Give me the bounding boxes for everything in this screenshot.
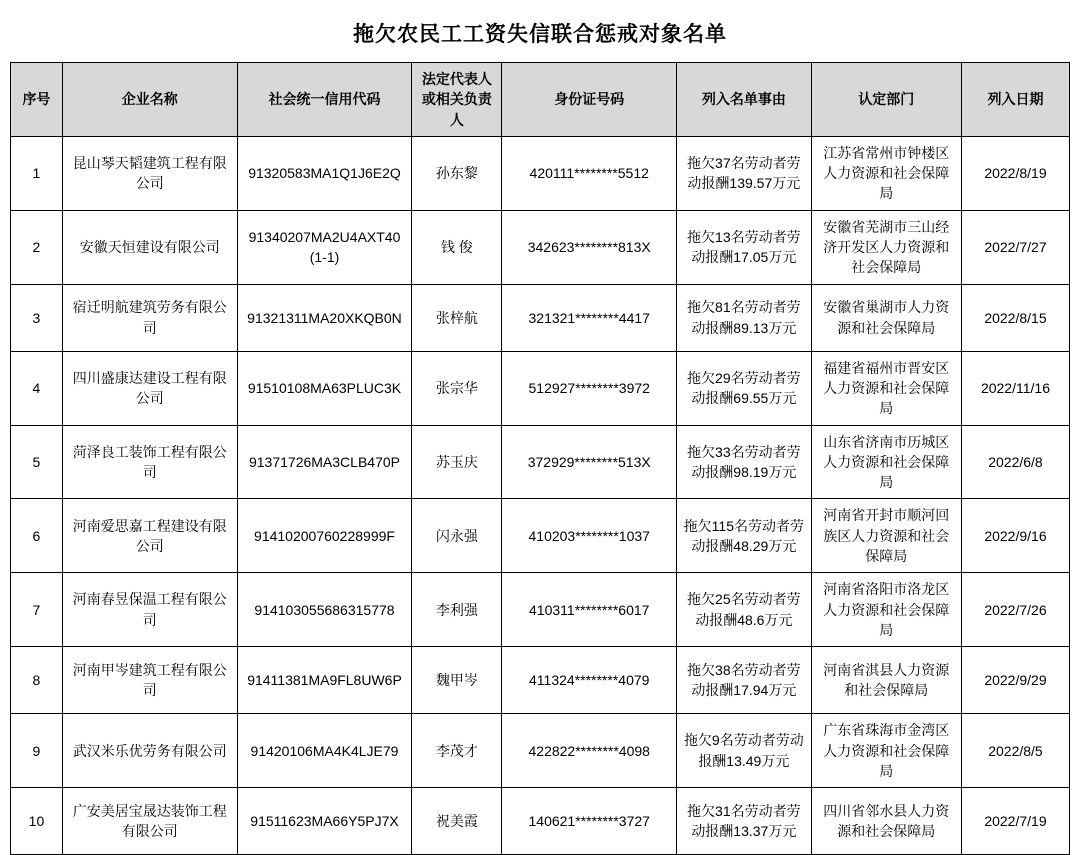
cell-serial: 9 [11,714,63,788]
cell-serial: 10 [11,788,63,855]
table-row [11,714,1070,788]
cell-company: 四川盛康达建设工程有限公司 [62,351,237,425]
cell-company: 武汉米乐优劳务有限公司 [62,714,237,788]
cell-legal-rep: 张宗华 [412,351,502,425]
cell-serial: 4 [11,351,63,425]
cell-id-number: 321321********4417 [502,284,677,351]
header-date: 列入日期 [961,63,1069,137]
cell-legal-rep: 孙东黎 [412,136,502,210]
cell-company: 昆山琴天韬建筑工程有限公司 [62,136,237,210]
cell-reason: 拖欠31名劳动者劳动报酬13.37万元 [677,788,811,855]
cell-legal-rep: 魏甲岑 [412,647,502,714]
table-row [11,284,1070,351]
cell-legal-rep: 苏玉庆 [412,425,502,499]
cell-credit-code: 91511623MA66Y5PJ7X [237,788,412,855]
cell-credit-code: 91371726MA3CLB470P [237,425,412,499]
cell-legal-rep: 李利强 [412,573,502,647]
cell-credit-code: 91411381MA9FL8UW6P [237,647,412,714]
cell-company: 菏泽良工装饰工程有限公司 [62,425,237,499]
cell-company: 河南甲岑建筑工程有限公司 [62,647,237,714]
cell-credit-code: 91320583MA1Q1J6E2Q [237,136,412,210]
cell-credit-code: 91420106MA4K4LJE79 [237,714,412,788]
cell-authority: 河南省开封市顺河回族区人力资源和社会保障局 [811,499,961,573]
page-title: 拖欠农民工工资失信联合惩戒对象名单 [353,23,727,46]
cell-serial: 6 [11,499,63,573]
cell-id-number: 411324********4079 [502,647,677,714]
cell-company: 宿迁明航建筑劳务有限公司 [62,284,237,351]
cell-id-number: 140621********3727 [502,788,677,855]
cell-credit-code: 914103055686315778 [237,573,412,647]
table-row [11,647,1070,714]
cell-legal-rep: 张梓航 [412,284,502,351]
cell-reason: 拖欠13名劳动者劳动报酬17.05万元 [677,210,811,284]
cell-company: 河南爱思嘉工程建设有限公司 [62,499,237,573]
cell-legal-rep: 钱 俊 [412,210,502,284]
table-row [11,351,1070,425]
cell-reason: 拖欠25名劳动者劳动报酬48.6万元 [677,573,811,647]
cell-authority: 江苏省常州市钟楼区人力资源和社会保障局 [811,136,961,210]
cell-serial: 8 [11,647,63,714]
cell-credit-code: 91510108MA63PLUC3K [237,351,412,425]
table-body [11,136,1070,854]
cell-id-number: 420111********5512 [502,136,677,210]
cell-authority: 安徽省巢湖市人力资源和社会保障局 [811,284,961,351]
cell-id-number: 512927********3972 [502,351,677,425]
header-serial: 序号 [11,63,63,137]
table-row [11,136,1070,210]
table-row [11,788,1070,855]
cell-company: 安徽天恒建设有限公司 [62,210,237,284]
cell-serial: 7 [11,573,63,647]
cell-legal-rep: 闪永强 [412,499,502,573]
cell-authority: 广东省珠海市金湾区人力资源和社会保障局 [811,714,961,788]
cell-authority: 山东省济南市历城区人力资源和社会保障局 [811,425,961,499]
cell-date: 2022/8/5 [961,714,1069,788]
cell-serial: 1 [11,136,63,210]
cell-reason: 拖欠115名劳动者劳动报酬48.29万元 [677,499,811,573]
cell-authority: 安徽省芜湖市三山经济开发区人力资源和社会保障局 [811,210,961,284]
cell-date: 2022/7/26 [961,573,1069,647]
table-row [11,573,1070,647]
cell-id-number: 410203********1037 [502,499,677,573]
cell-credit-code: 91321311MA20XKQB0N [237,284,412,351]
header-authority: 认定部门 [811,63,961,137]
cell-serial: 2 [11,210,63,284]
cell-date: 2022/7/27 [961,210,1069,284]
header-legal-rep: 法定代表人或相关负责人 [412,63,502,137]
header-reason: 列入名单事由 [677,63,811,137]
cell-id-number: 422822********4098 [502,714,677,788]
cell-legal-rep: 祝美霞 [412,788,502,855]
cell-date: 2022/9/29 [961,647,1069,714]
cell-reason: 拖欠81名劳动者劳动报酬89.13万元 [677,284,811,351]
cell-date: 2022/9/16 [961,499,1069,573]
header-id-number: 身份证号码 [502,63,677,137]
cell-authority: 福建省福州市晋安区人力资源和社会保障局 [811,351,961,425]
cell-authority: 四川省邻水县人力资源和社会保障局 [811,788,961,855]
cell-date: 2022/8/19 [961,136,1069,210]
cell-reason: 拖欠29名劳动者劳动报酬69.55万元 [677,351,811,425]
cell-company: 河南春昱保温工程有限公司 [62,573,237,647]
cell-legal-rep: 李茂才 [412,714,502,788]
cell-id-number: 342623********813X [502,210,677,284]
cell-credit-code: 91340207MA2U4AXT40(1-1) [237,210,412,284]
cell-date: 2022/7/19 [961,788,1069,855]
table-header-row [11,63,1070,137]
cell-company: 广安美居宝晟达装饰工程有限公司 [62,788,237,855]
cell-authority: 河南省淇县人力资源和社会保障局 [811,647,961,714]
cell-id-number: 372929********513X [502,425,677,499]
table-row [11,425,1070,499]
cell-date: 2022/11/16 [961,351,1069,425]
header-credit-code: 社会统一信用代码 [237,63,412,137]
cell-reason: 拖欠37名劳动者劳动报酬139.57万元 [677,136,811,210]
cell-date: 2022/6/8 [961,425,1069,499]
cell-serial: 3 [11,284,63,351]
cell-reason: 拖欠9名劳动者劳动报酬13.49万元 [677,714,811,788]
cell-id-number: 410311********6017 [502,573,677,647]
blacklist-table [10,62,1070,855]
cell-date: 2022/8/15 [961,284,1069,351]
header-company: 企业名称 [62,63,237,137]
cell-authority: 河南省洛阳市洛龙区人力资源和社会保障局 [811,573,961,647]
cell-serial: 5 [11,425,63,499]
cell-reason: 拖欠33名劳动者劳动报酬98.19万元 [677,425,811,499]
cell-credit-code: 91410200760228999F [237,499,412,573]
table-row [11,499,1070,573]
table-row [11,210,1070,284]
cell-reason: 拖欠38名劳动者劳动报酬17.94万元 [677,647,811,714]
